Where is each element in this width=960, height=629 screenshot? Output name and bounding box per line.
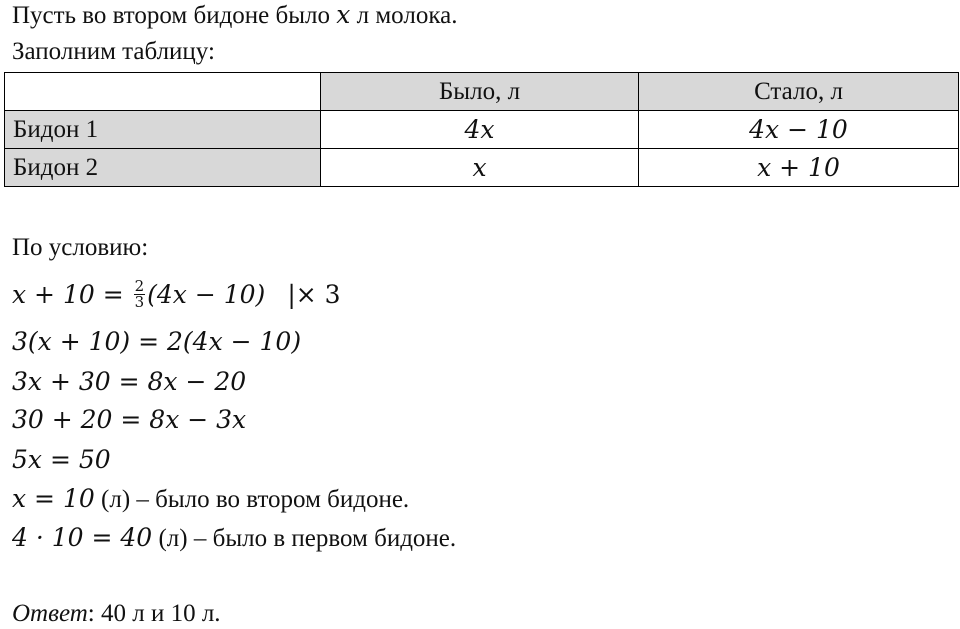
variable-x: x (336, 0, 351, 29)
cell-was: x (321, 149, 639, 187)
equation-5: 5x = 50 (12, 445, 111, 474)
data-table (4, 72, 959, 187)
eq6-math: x = 10 (12, 484, 95, 513)
cell-became: 4x − 10 (639, 111, 959, 149)
eq7-text: (л) – было в первом бидоне. (152, 525, 457, 552)
table-header-was: Было, л (321, 73, 639, 111)
answer-text: : 40 л и 10 л. (87, 600, 221, 627)
answer-line (12, 599, 221, 629)
table-header-row (5, 73, 959, 111)
cell-became: x + 10 (639, 149, 959, 187)
table-row (5, 149, 959, 187)
answer-label: Ответ (12, 600, 88, 627)
table-header-empty (5, 73, 321, 111)
fraction (134, 276, 146, 311)
eq6-text: (л) – было во втором бидоне. (94, 486, 410, 513)
row-label: Бидон 2 (5, 149, 321, 187)
intro-line-1 (12, 0, 457, 31)
intro-line-2: Заполним таблицу: (12, 38, 215, 65)
cell-was: 4x (321, 111, 639, 149)
fraction-denominator: 3 (134, 292, 145, 311)
table-row (5, 111, 959, 149)
eq1-multiplier: |× 3 (287, 280, 341, 309)
equation-3: 3x + 30 = 8x − 20 (12, 367, 247, 396)
intro-text-before: Пусть во втором бидоне было (12, 2, 337, 29)
eq7-math: 4 · 10 = 40 (12, 523, 153, 552)
eq1-left: x + 10 = (12, 280, 132, 309)
eq1-right: (4x − 10) (147, 280, 266, 309)
equation-2: 3(x + 10) = 2(4x − 10) (12, 327, 302, 356)
condition-label: По условию: (12, 234, 149, 261)
equation-4: 30 + 20 = 8x − 3x (12, 405, 247, 434)
equation-6 (12, 484, 409, 515)
table-header-became: Стало, л (639, 73, 959, 111)
equation-1 (12, 276, 341, 313)
equation-7 (12, 523, 456, 554)
intro-text-after: л молока. (350, 2, 458, 29)
fraction-numerator: 2 (134, 276, 145, 295)
row-label: Бидон 1 (5, 111, 321, 149)
